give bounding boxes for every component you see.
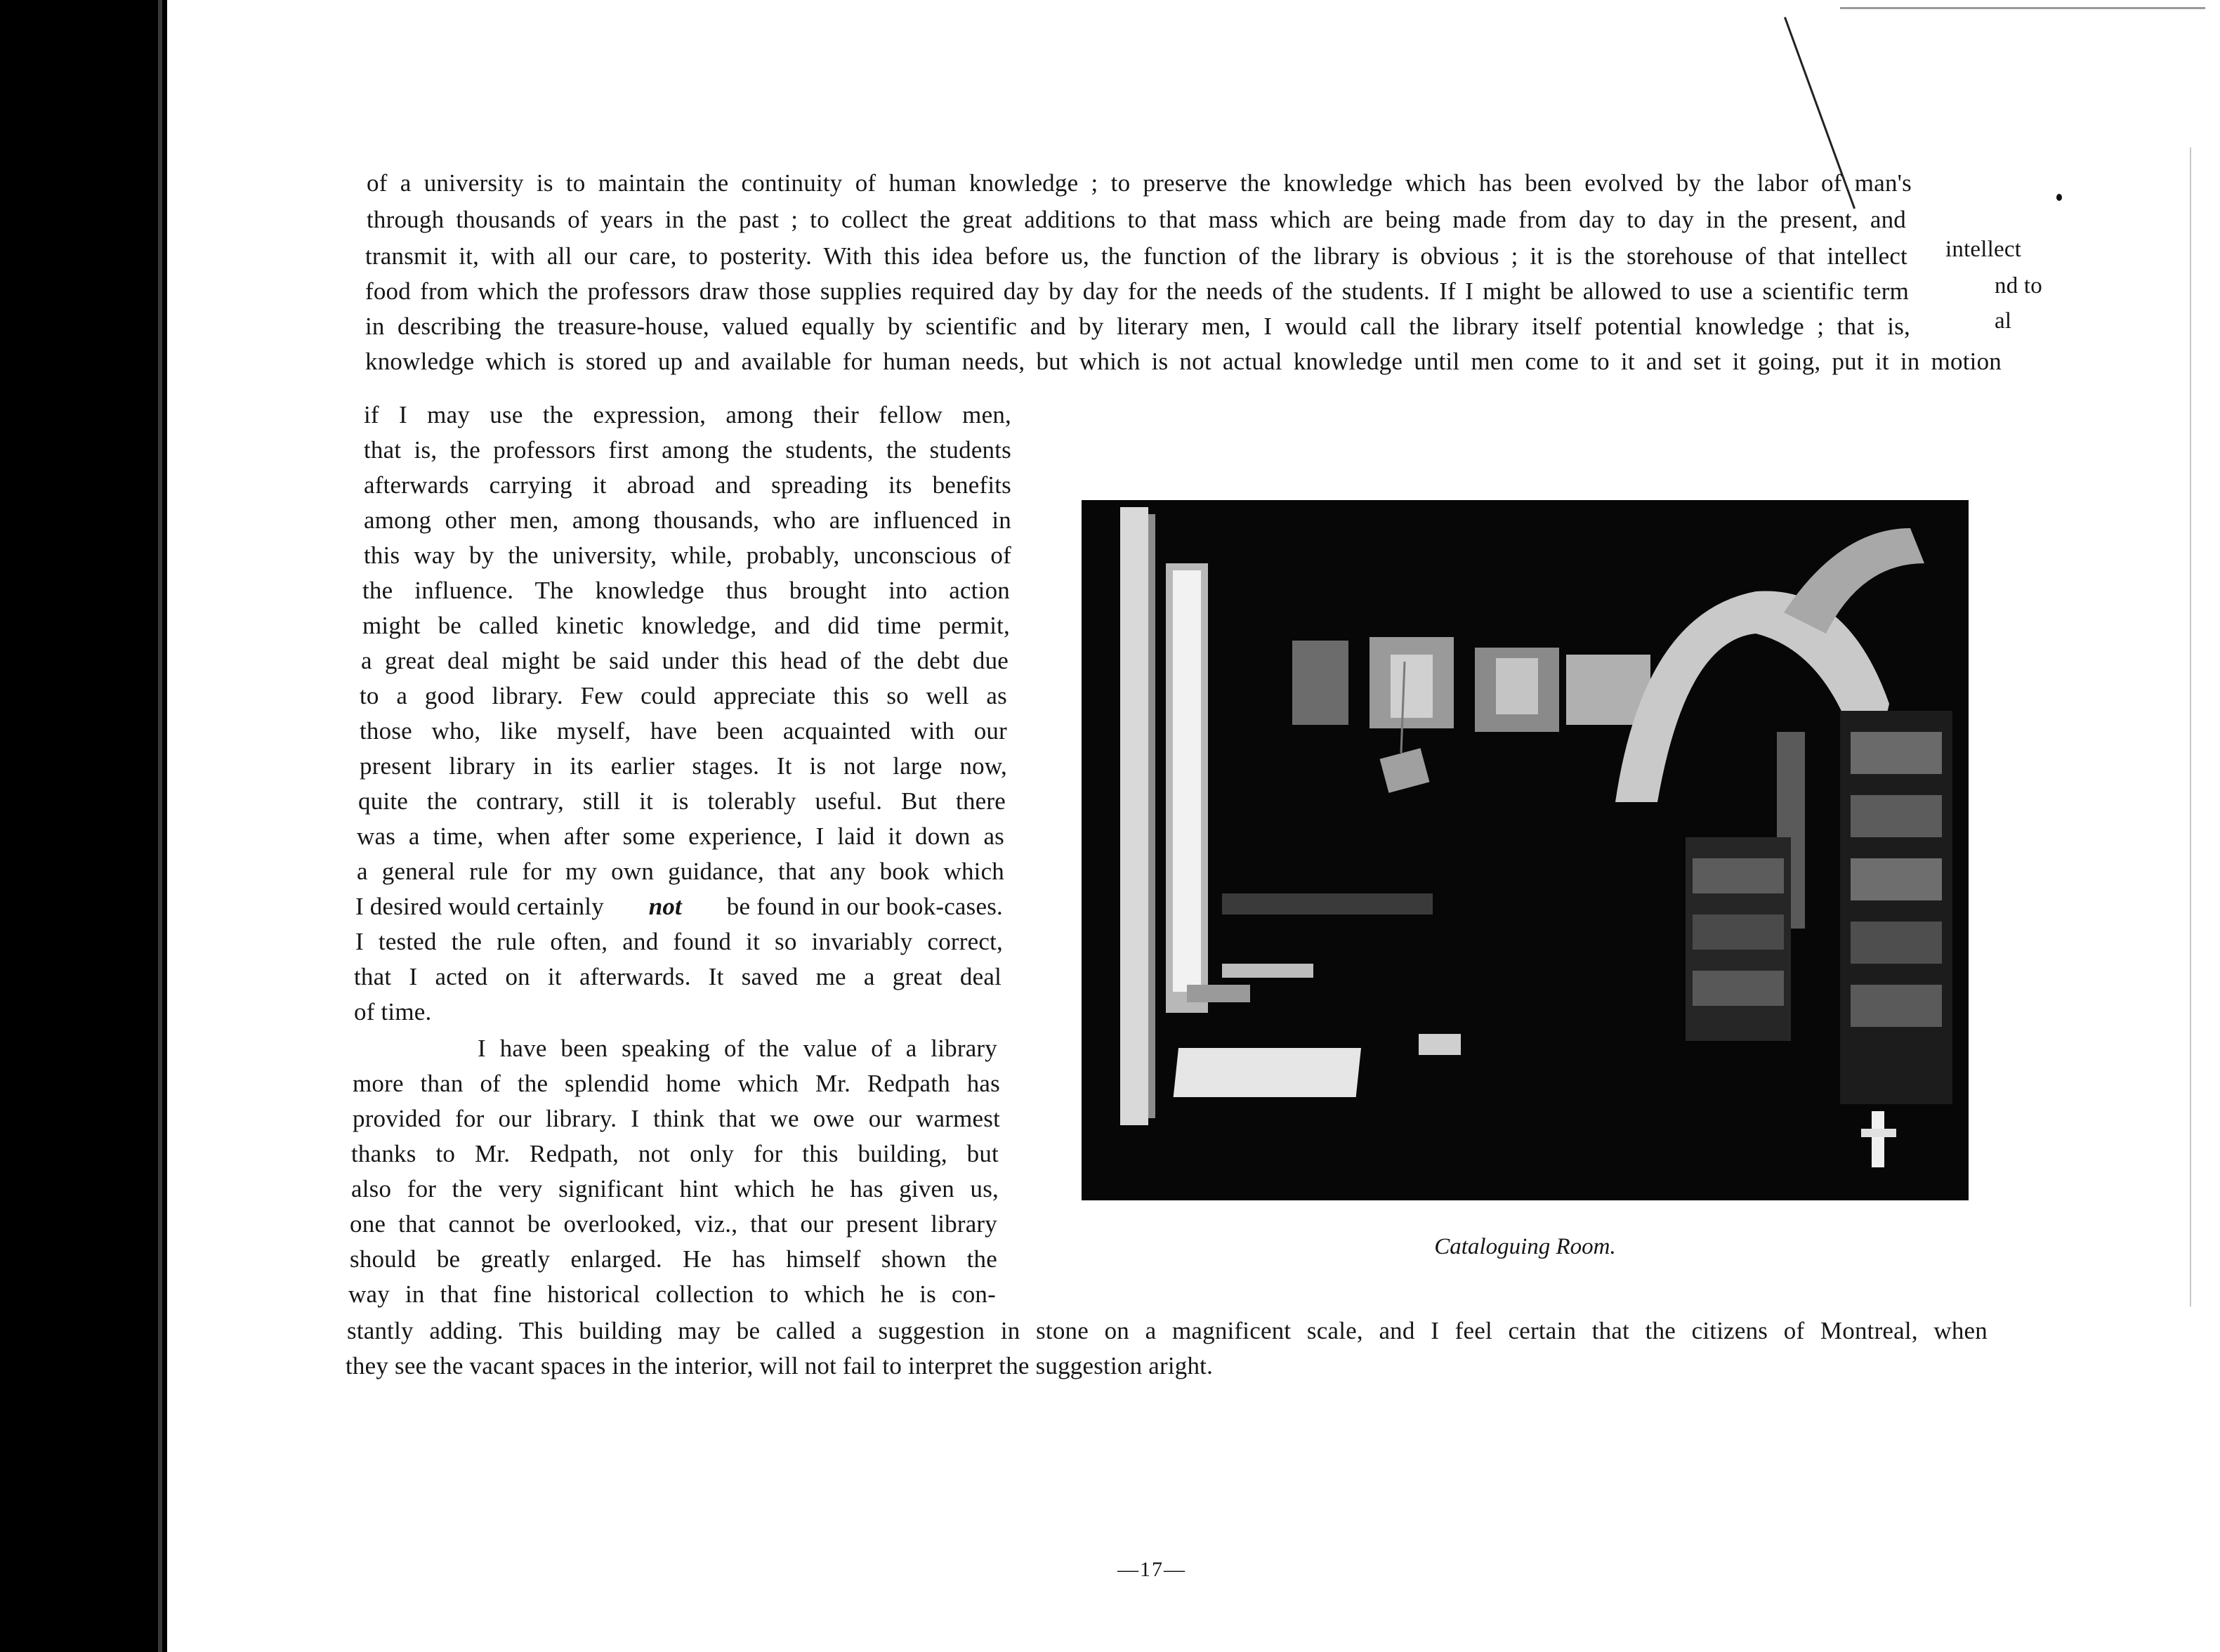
text-line: present library in its earlier stages. It is not large now, [360, 752, 1007, 780]
photo-caption: Cataloguing Room. [1434, 1234, 1616, 1259]
page-edge-shadow [2190, 148, 2191, 1306]
text-line: of time. [354, 998, 432, 1025]
page-edge-rule [1840, 7, 2205, 9]
text-line: stantly adding. This building may be called a suggestion in stone on a magnificent scale, and I feel certain that the citizens of Montreal, when [347, 1317, 1988, 1344]
text-line: should be greatly enlarged. He has himself shown the [350, 1245, 997, 1273]
text-line: a great deal might be said under this head of the debt due [361, 647, 1009, 674]
text-line: provided for our library. I think that we owe our warmest [353, 1105, 1000, 1132]
text-line: in describing the treasure-house, valued equally by scientific and by literary men, I would call the library itself potential knowledge ; that is, [365, 313, 1910, 340]
text-line: those who, like myself, have been acquainted with our [360, 717, 1007, 745]
ink-speck [2056, 194, 2062, 201]
text-line: food from which the professors draw those supplies required day by day for the needs of the students. If I might be allowed to use a scientific term [365, 277, 1909, 305]
italic-emphasis: not [648, 893, 682, 920]
text-line: that is, the professors first among the students, the students [364, 436, 1011, 464]
text-line: was a time, when after some experience, I laid it down as [357, 822, 1004, 850]
text-line: afterwards carrying it abroad and spreading its benefits [364, 471, 1011, 499]
text-line: one that cannot be overlooked, viz., that our present library [350, 1210, 997, 1238]
text-line: if I may use the expression, among their fellow men, [364, 401, 1011, 428]
text-line: a general rule for my own guidance, that any book which [357, 858, 1004, 885]
text-line: thanks to Mr. Redpath, not only for this building, but [351, 1140, 999, 1167]
text-line: this way by the university, while, probably, unconscious of [364, 542, 1011, 569]
page-number: —17— [1117, 1558, 1186, 1581]
text-line: transmit it, with all our care, to posterity. With this idea before us, the function of the library is obvious ; it is the storehouse of that intellect [365, 242, 1907, 270]
text-line: also for the very significant hint which he has given us, [351, 1175, 999, 1202]
text-line: that I acted on it afterwards. It saved me a great deal [354, 963, 1001, 990]
margin-note: intellect [1945, 237, 2022, 262]
text-segment: I desired would certainly [355, 893, 604, 920]
text-line: might be called kinetic knowledge, and did time permit, [362, 612, 1010, 639]
cataloguing-room-photo [1082, 500, 1969, 1200]
library-interior-image [1082, 500, 1969, 1200]
margin-note: al [1995, 308, 2012, 334]
binding-edge [0, 0, 167, 1652]
text-line: the influence. The knowledge thus brought into action [362, 577, 1010, 604]
text-line: among other men, among thousands, who are influenced in [364, 506, 1011, 534]
text-line: they see the vacant spaces in the interior, will not fail to interpret the suggestion aright. [346, 1352, 1214, 1379]
text-line: I tested the rule often, and found it so invariably correct, [355, 928, 1003, 955]
text-line: to a good library. Few could appreciate this so well as [360, 682, 1007, 709]
text-segment: be found in our book-cases. [726, 893, 1003, 920]
binding-line [158, 0, 162, 1652]
text-line-with-italic [355, 892, 1003, 922]
text-line: I have been speaking of the value of a library [478, 1035, 997, 1062]
text-line: knowledge which is stored up and available for human needs, but which is not actual knowledge until men come to it and set it going, put it in motion [365, 348, 2002, 375]
text-line: of a university is to maintain the continuity of human knowledge ; to preserve the knowledge which has been evolved by the labor of man's [367, 169, 1912, 197]
text-line: quite the contrary, still it is tolerably useful. But there [358, 787, 1006, 815]
text-line: through thousands of years in the past ; to collect the great additions to that mass which are being made from day to day in the present, and [367, 206, 1906, 233]
text-line: more than of the splendid home which Mr. Redpath has [353, 1070, 1000, 1097]
margin-note: nd to [1995, 273, 2042, 299]
text-line: way in that fine historical collection to which he is con- [348, 1280, 996, 1308]
